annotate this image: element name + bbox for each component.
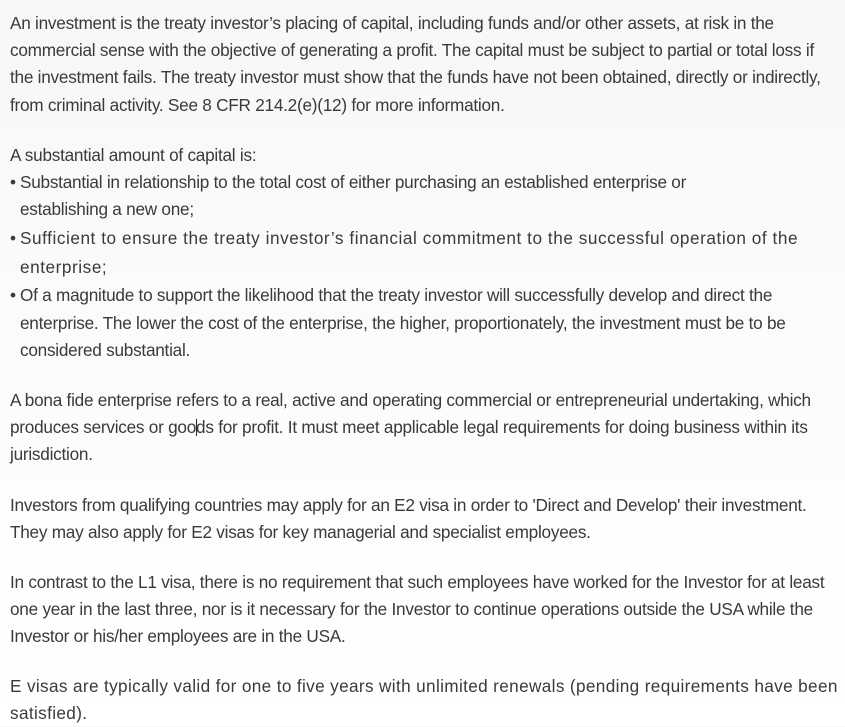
investors-e2-paragraph: Investors from qualifying countries may apply for an E2 visa in order to 'Direct and Develop' their investment. They may also apply for E2 visas for key managerial and specialist employees. (10, 494, 807, 542)
bullet-icon: • (10, 228, 17, 249)
bullet-icon: • (10, 285, 16, 306)
list-item-text: Substantial in relationship to the total cost of either purchasing an established enterprise or establishing a new one; (20, 172, 687, 220)
l1-contrast-paragraph: In contrast to the L1 visa, there is no requirement that such employees have worked for the Investor for at least one year in the last three, nor is it necessary for the Investor to continue operations outside the USA while the Investor or his/her employees are in the USA. (10, 572, 825, 647)
bona-fide-text-end: ds for profit. It must meet applicable legal requirements for doing business within its jurisdiction. (10, 417, 808, 465)
investment-definition-paragraph: An investment is the treaty investor’s placing of capital, including funds and/or other assets, at risk in the commercial sense with the objective of generating a profit. The capital must be subject to partial or total loss if the investment fails. The treaty investor must show that the funds have not been obtained, directly or indirectly, from criminal activity. See 8 CFR 214.2(e)(12) for more information. (10, 13, 821, 115)
substantial-capital-list (10, 169, 840, 364)
list-item-text: Sufficient to ensure the treaty investor’s financial commitment to the successful operation of the enterprise; (20, 228, 799, 278)
bullet-icon: • (10, 172, 16, 193)
bona-fide-text-start: A bona fide enterprise refers to a real, active and operating commercial or entrepreneurial undertaking, which produces services or goo (10, 390, 811, 438)
e-visa-validity-paragraph: E visas are typically valid for one to five years with unlimited renewals (pending requirements have been satisfied). (10, 675, 838, 723)
list-item (10, 169, 755, 223)
list-item (10, 282, 810, 364)
bona-fide-enterprise-paragraph (10, 387, 840, 469)
list-item (10, 224, 845, 282)
substantial-capital-intro: A substantial amount of capital is: (10, 144, 257, 165)
list-item-text: Of a magnitude to support the likelihood that the treaty investor will successfully develop and direct the enterprise. The lower the cost of the enterprise, the higher, proportionately, the investment must be to be considered substantial. (20, 285, 786, 360)
